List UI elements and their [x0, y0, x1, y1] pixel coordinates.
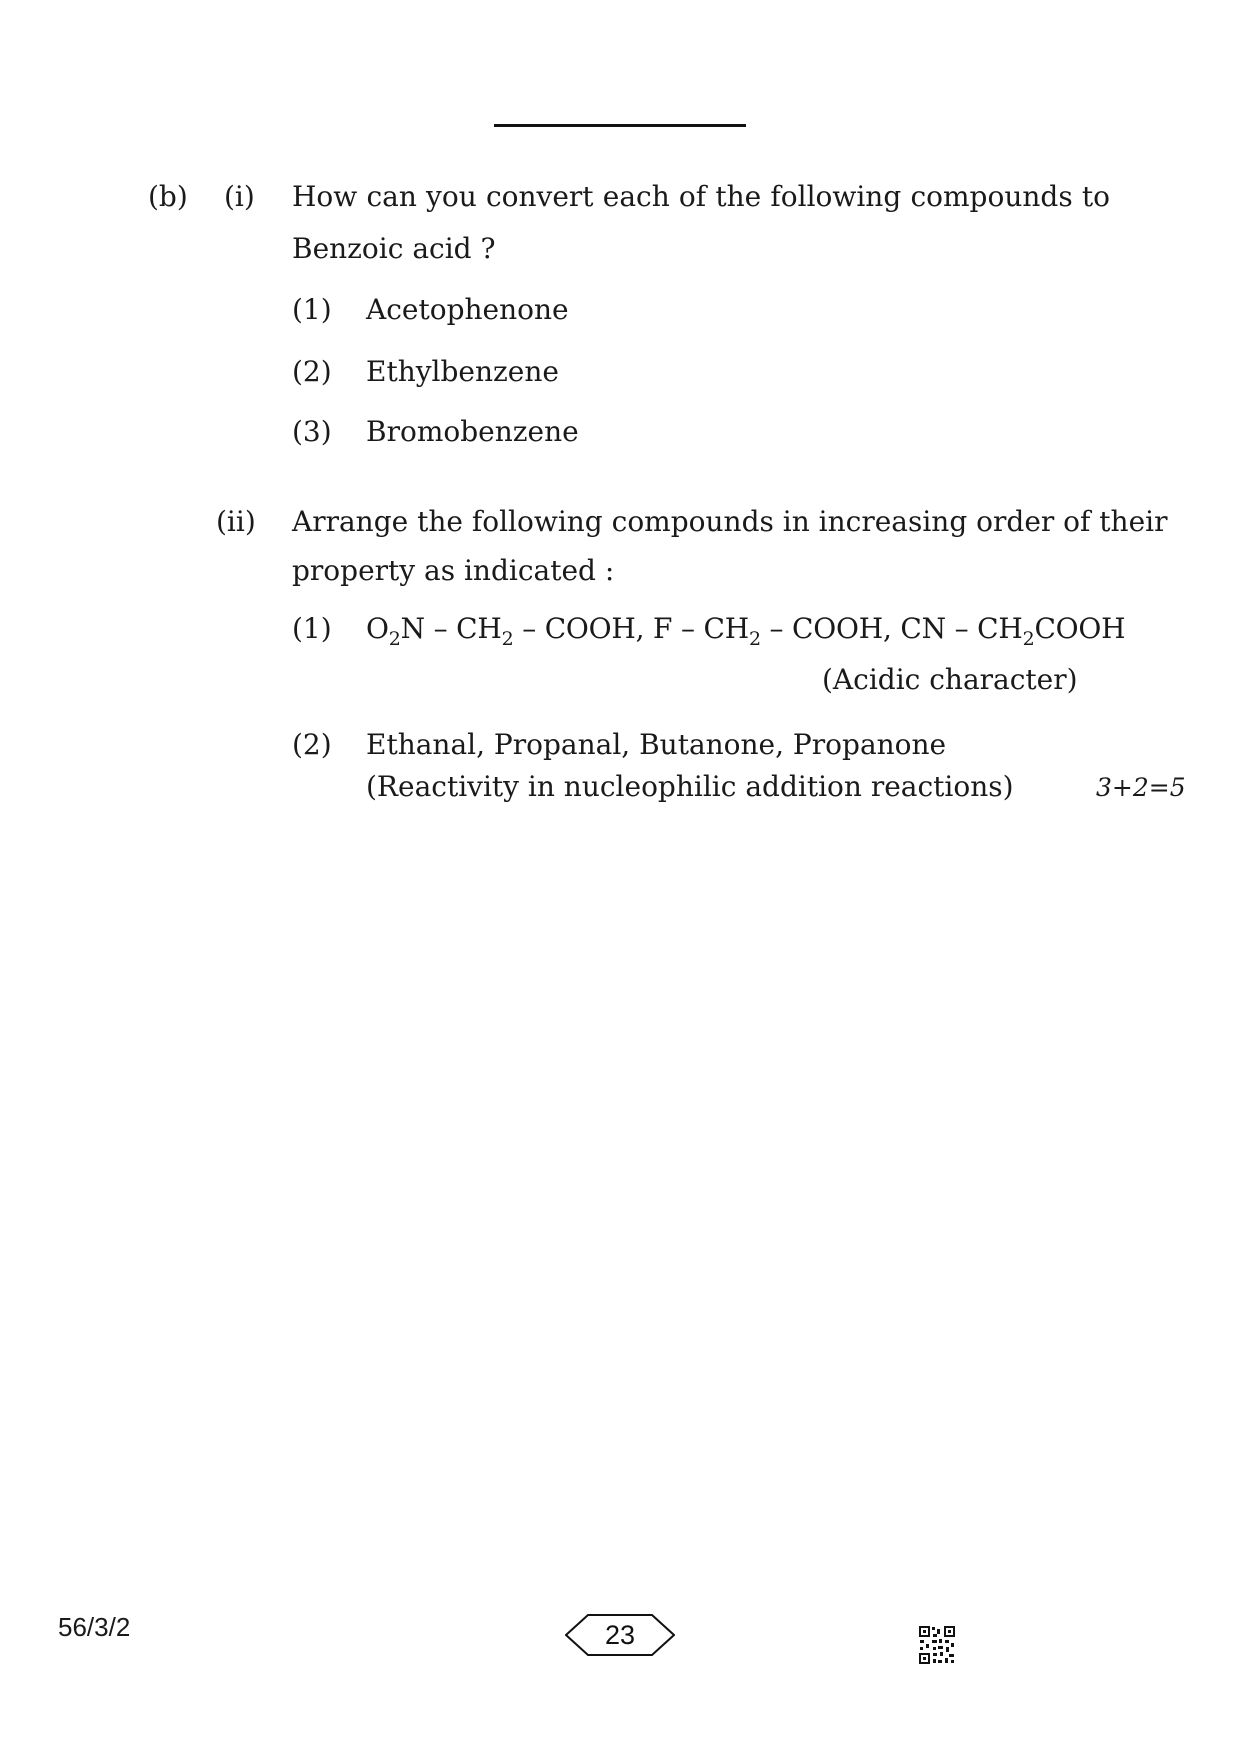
question-label-b: (b)	[148, 180, 188, 213]
marks-allocation: 3+2=5	[1096, 773, 1186, 802]
part-label-ii: (ii)	[216, 505, 256, 538]
formula-subscript: 2	[748, 628, 761, 650]
acidic-character-label: (Acidic character)	[822, 663, 1078, 696]
part-i-prompt-line1: How can you convert each of the following compounds to	[292, 180, 1110, 213]
part-i-prompt-line2: Benzoic acid ?	[292, 232, 496, 265]
formula-subscript: 2	[1022, 628, 1035, 650]
top-divider	[494, 124, 746, 127]
part-label-i: (i)	[224, 180, 255, 213]
qr-code-icon	[918, 1625, 956, 1665]
formula-subscript: 2	[501, 628, 514, 650]
list-item-bromobenzene: Bromobenzene	[366, 415, 579, 448]
page-number-badge	[565, 1613, 675, 1657]
paper-code: 56/3/2	[58, 1612, 131, 1642]
part-ii-prompt-line2: property as indicated :	[292, 554, 615, 587]
formula-part: – COOH, CN – CH	[760, 612, 1023, 645]
item-number: (2)	[292, 728, 332, 761]
item-number: (1)	[292, 293, 332, 326]
formula-part: COOH	[1034, 612, 1126, 645]
acid-formula-list	[366, 612, 1126, 650]
part-ii-prompt-line1: Arrange the following compounds in increasing order of their	[292, 505, 1168, 538]
formula-part: N – CH	[400, 612, 502, 645]
reactivity-label: (Reactivity in nucleophilic addition reactions)	[366, 770, 1014, 803]
carbonyl-compound-list: Ethanal, Propanal, Butanone, Propanone	[366, 728, 947, 761]
item-number: (2)	[292, 355, 332, 388]
item-number: (1)	[292, 612, 332, 645]
page-number: 23	[604, 1620, 636, 1650]
formula-part: O	[366, 612, 389, 645]
list-item-ethylbenzene: Ethylbenzene	[366, 355, 559, 388]
item-number: (3)	[292, 415, 332, 448]
list-item-acetophenone: Acetophenone	[366, 293, 569, 326]
formula-part: – COOH, F – CH	[513, 612, 749, 645]
formula-subscript: 2	[388, 628, 401, 650]
